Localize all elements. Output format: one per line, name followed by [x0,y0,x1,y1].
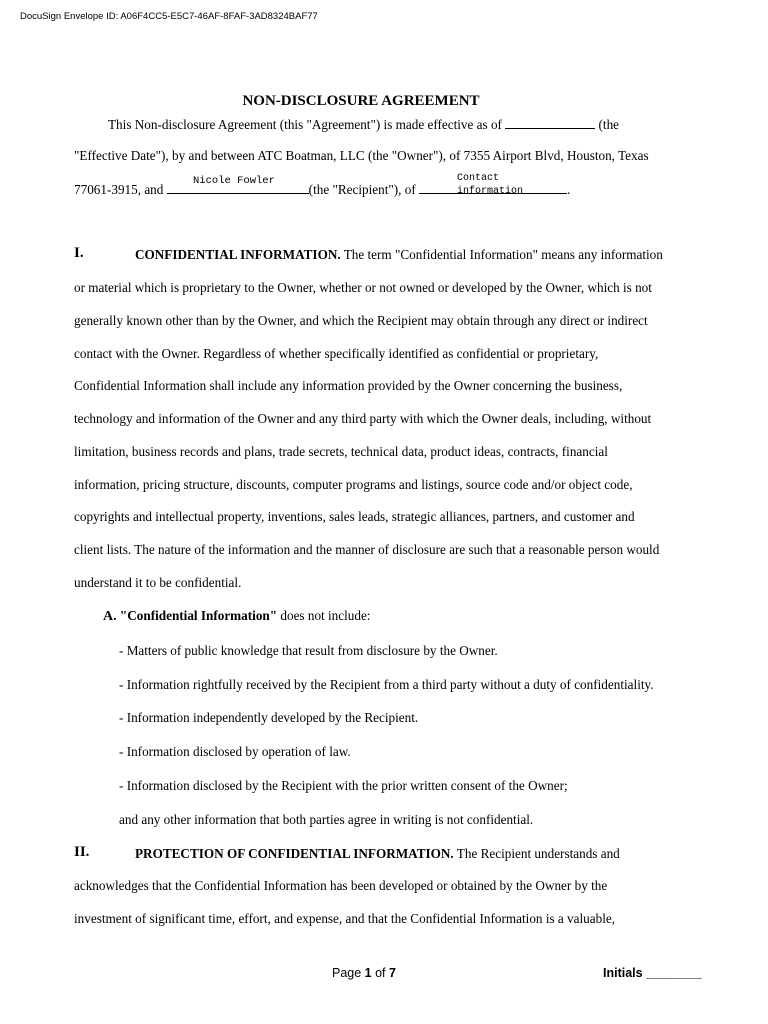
exclusion-item: - Information rightfully received by the Recipient from a third party without a duty of confidentiality. [119,677,654,692]
section-1-line: information, pricing structure, discounts, computer programs and listings, source code and/or object code, [74,477,633,492]
subsection-a-heading: "Confidential Information" [119,608,278,623]
section-2-first-line [135,846,620,862]
subsection-a-text: does not include: [280,608,371,623]
section-1-line: or material which is proprietary to the Owner, whether or not owned or developed by the Owner, which is not [74,280,652,295]
exclusion-item: - Information disclosed by operation of law. [119,744,351,759]
intro-line-3-mid: (the "Recipient"), of [308,182,416,197]
initials-field[interactable] [603,966,702,980]
subsection-a-label: A. [103,609,117,624]
section-1-line-0: The term "Confidential Information" means any information [343,247,663,262]
recipient-address-value-2: information [457,186,524,197]
section-2-line-0: The Recipient understands and [456,846,620,861]
page-total: 7 [389,966,396,980]
section-1-heading: CONFIDENTIAL INFORMATION. [135,247,341,262]
intro-line-3-end: . [567,182,571,197]
effective-date-field[interactable] [505,116,595,129]
section-1-first-line [135,247,663,263]
exclusion-item: - Information independently developed by the Recipient. [119,710,419,725]
page-of: of [371,966,389,980]
intro-line-1-end: (the [598,117,620,132]
section-1-line: understand it to be confidential. [74,575,242,590]
section-1-line: generally known other than by the Owner, and which the Recipient may obtain through any direct or indirect [74,313,648,328]
page-prefix: Page [332,966,365,980]
subsection-a [103,608,370,625]
initials-blank[interactable]: ________ [646,966,702,980]
section-1-line: limitation, business records and plans, trade secrets, technical data, product ideas, contracts, financial [74,444,608,459]
section-1-line: client lists. The nature of the information and the manner of disclosure are such that a reasonable person would [74,542,660,557]
section-2-line: investment of significant time, effort, and expense, and that the Confidential Information is a valuable, [74,911,616,926]
envelope-id: DocuSign Envelope ID: A06F4CC5-E5C7-46AF-8FAF-3AD8324BAF77 [20,11,318,22]
section-1-line: copyrights and intellectual property, inventions, sales leads, strategic alliances, partners, and customer and [74,509,635,524]
section-2-line: acknowledges that the Confidential Information has been developed or obtained by the Owner by the [74,878,608,893]
section-2-heading: PROTECTION OF CONFIDENTIAL INFORMATION. [135,846,454,861]
intro-line-2: "Effective Date"), by and between ATC Boatman, LLC (the "Owner"), of 7355 Airport Blvd, Houston, Texas [74,148,649,163]
page-indicator [332,966,396,980]
intro-line-1-text: This Non-disclosure Agreement (this "Agreement") is made effective as of [108,117,502,132]
section-2-number: II. [74,844,90,860]
intro-line-3-start: 77061-3915, and [74,182,164,197]
page-current: 1 [364,966,372,980]
recipient-name-value: Nicole Fowler [193,175,275,187]
exclusion-item: - Matters of public knowledge that result from disclosure by the Owner. [119,643,498,658]
section-1-line: contact with the Owner. Regardless of whether specifically identified as confidential or proprietary, [74,346,599,361]
section-1-number: I. [74,245,84,261]
section-1-line: Confidential Information shall include any information provided by the Owner concerning the business, [74,378,623,393]
initials-label: Initials [603,966,643,980]
intro-line-1 [108,116,619,133]
exclusions-closing: and any other information that both parties agree in writing is not confidential. [119,812,534,827]
section-1-line: technology and information of the Owner and any third party with which the Owner deals, including, without [74,411,652,426]
recipient-address-value-1: Contact [457,173,500,184]
document-title: NON-DISCLOSURE AGREEMENT [242,93,480,109]
exclusion-item: - Information disclosed by the Recipient with the prior written consent of the Owner; [119,778,568,793]
